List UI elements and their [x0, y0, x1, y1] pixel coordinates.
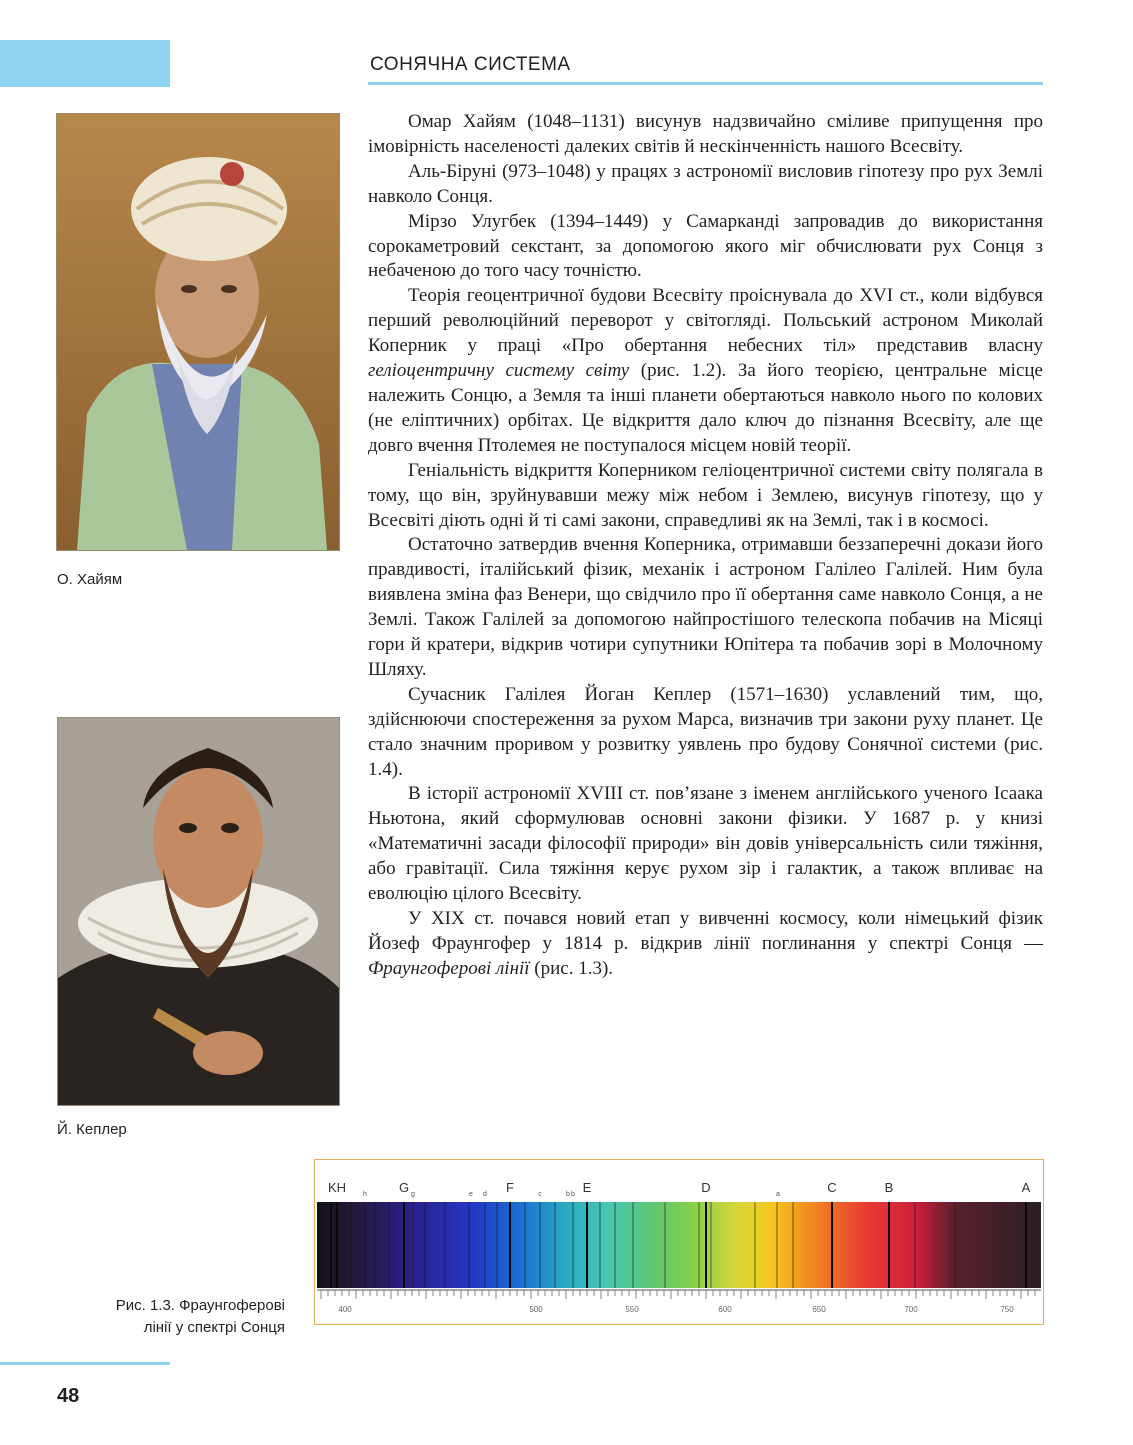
spectral-line-label: D	[701, 1180, 711, 1195]
kepler-caption: Й. Кеплер	[57, 1121, 127, 1138]
paragraph: Аль-Біруні (973–1048) у працях з астрономії висловив гіпотезу про рух Землі навколо Сонця.	[368, 160, 1043, 207]
paragraph	[368, 907, 1043, 982]
spectral-line-sublabel: e	[469, 1191, 473, 1198]
spectral-line-sublabel: a	[776, 1191, 780, 1198]
spectral-line-label: G	[398, 1180, 410, 1195]
spectral-line-sublabel: g	[411, 1191, 415, 1198]
section-title: СОНЯЧНА СИСТЕМА	[370, 54, 571, 75]
spectral-line-label: F	[506, 1180, 514, 1195]
spectrum-band	[317, 1202, 1041, 1288]
scale-label: 650	[812, 1305, 826, 1314]
khayyam-portrait	[56, 113, 340, 551]
spectral-line-sublabel: b	[571, 1191, 575, 1198]
paragraph: Остаточно затвердив вчення Коперника, отримавши беззаперечні докази його правдивості, італійський фізик, механік і астроном Галілео Галілей. Ним була виявлена зміна фаз Венери, що свідчило про її обертання саме навколо Сонця, а не Землі. Також Галілей за допомогою найпростішого телескопа побачив на Місяці гори й кратери, відкрив чотири супутники Юпітера та побачив зорі в Молочному Шляху.	[368, 534, 1043, 680]
paragraph: В історії астрономії XVIII ст. пов’язане з іменем англійського ученого Ісаака Ньютона, який сформулював основні закони фізики. У 1687 р. у книзі «Математичні засади філософії природи» він довів універсальність сили тяжіння, або гравітації. Сила тяжіння керує рухом зір і галактик, а також впливає на еволюцію цілого Всесвіту.	[368, 783, 1043, 905]
spectral-line-label: E	[582, 1180, 592, 1195]
scale-label: 750	[1000, 1305, 1014, 1314]
kepler-portrait	[57, 717, 340, 1106]
scale-label: 700	[904, 1305, 918, 1314]
term-heliocentric-system: геліоцентричну систему світу	[368, 360, 630, 382]
paragraph: Геніальність відкриття Коперником геліоцентричної системи світу полягала в тому, що він, зруйнувавши межу між небом і Землею, висунув гіпотезу, що у Всесвіті діють одні й ті самі закони, справедливі як на Землі, так і в космосі.	[368, 459, 1043, 531]
spectrum-caption	[60, 1295, 285, 1339]
header-tab-block	[0, 40, 170, 87]
scale-label: 600	[718, 1305, 732, 1314]
spectral-line-label: A	[1021, 1180, 1031, 1195]
paragraph-text: У XIX ст. почався новий етап у вивченні космосу, коли німецький фізик Йозеф Фраунгофер у 1814 р. відкрив лінії поглинання у спектрі Сонця —	[368, 908, 1043, 954]
spectral-line-sublabel: c	[538, 1191, 542, 1198]
spectrum-figure	[314, 1159, 1044, 1325]
footer-rule	[0, 1362, 170, 1365]
scale-label: 550	[625, 1305, 639, 1314]
page-number: 48	[57, 1385, 80, 1407]
term-fraunhofer-lines: Фраунгоферові лінії	[368, 957, 530, 979]
paragraph: Мірзо Улугбек (1394–1449) у Самарканді запровадив до використання сорокаметровий секстант, за допомогою якого міг обчислювати рух Сонця з небаченою до того часу точністю.	[368, 210, 1043, 282]
paragraph: Омар Хайям (1048–1131) висунув надзвичайно сміливе припущення про імовірність населеності далеких світів й нескінченність нашого Всесвіту.	[368, 111, 1043, 157]
spectral-line-sublabel: d	[483, 1191, 487, 1198]
spectral-line-label: B	[884, 1180, 894, 1195]
khayyam-caption: О. Хайям	[57, 571, 123, 588]
spectral-line-label: KH	[327, 1180, 347, 1195]
spectral-line-label: C	[827, 1180, 837, 1195]
fraunhofer-spectrum	[315, 1160, 1043, 1324]
paragraph	[368, 284, 1043, 458]
paragraph: Сучасник Галілея Йоган Кеплер (1571–1630) уславлений тим, що, здійснюючи спостереження за рухом Марса, визначив три закони руху планет. Це стало значним проривом у розвитку уявлень про будову Сонячної системи (рис. 1.4).	[368, 683, 1043, 780]
scale-label: 500	[529, 1305, 543, 1314]
spectrum-caption-line1: Рис. 1.3. Фраунгоферові	[115, 1297, 285, 1314]
scale-label: 400	[338, 1305, 352, 1314]
spectral-line-sublabel: h	[363, 1191, 367, 1198]
paragraph-text: (рис. 1.2). За його теорією, центральне місце належить Сонцю, а Земля та інші планети обертаються навколо нього по колових (не еліптичних) орбітах. Це відкриття дало ключ до пізнання Всесвіту, але ще довго вчення Птолемея не поступалося місцем новій теорії.	[368, 360, 1043, 456]
spectrum-caption-line2: лінії у спектрі Сонця	[143, 1319, 285, 1336]
spectral-line-sublabel: b	[566, 1191, 570, 1198]
main-text	[368, 110, 1043, 982]
paragraph-text: Теорія геоцентричної будови Всесвіту проіснувала до XVI ст., коли відбувся перший революційний переворот у світогляді. Польський астроном Миколай Коперник у праці «Про обертання небесних тіл» представив власну	[368, 285, 1043, 357]
paragraph-text: (рис. 1.3).	[529, 957, 614, 979]
header-rule	[368, 82, 1043, 85]
